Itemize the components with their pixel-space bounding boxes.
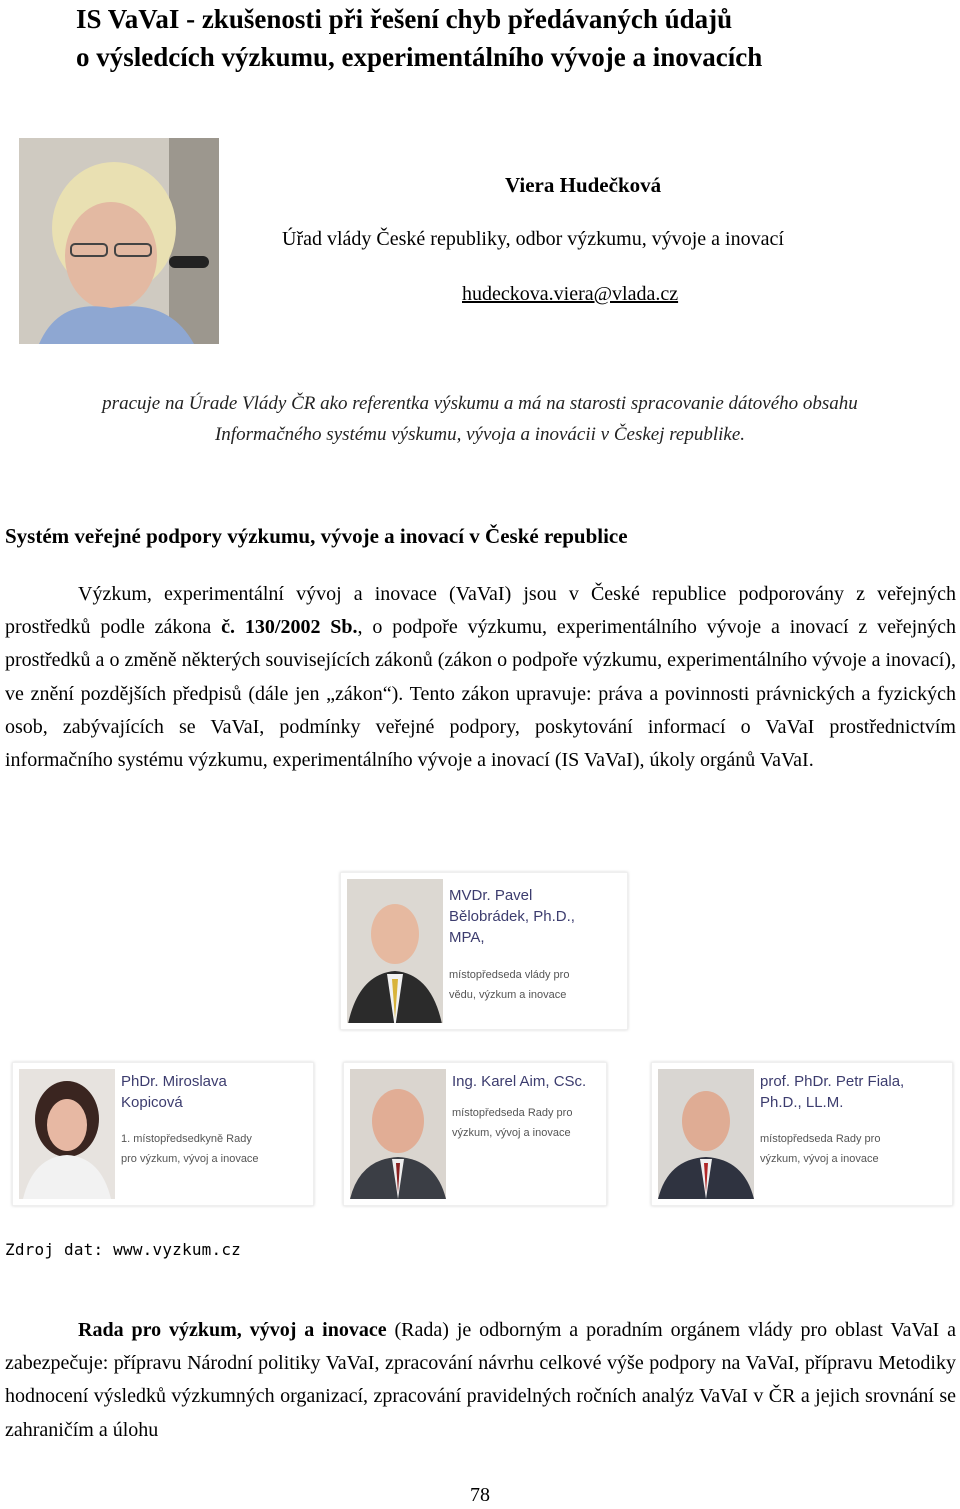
person-name-line: MPA, (449, 929, 485, 946)
author-email-link[interactable]: hudeckova.viera@vlada.cz (462, 283, 679, 305)
page-number: 78 (470, 1484, 490, 1506)
author-bio (0, 388, 960, 450)
person-role (449, 965, 623, 1005)
source-note: Zdroj dat: www.vyzkum.cz (5, 1240, 241, 1259)
person-role (760, 1129, 948, 1169)
paragraph-1-law: č. 130/2002 Sb. (221, 616, 358, 639)
person-card-kopicova (12, 1062, 314, 1206)
person-role-line: místopředseda vlády pro (449, 969, 570, 981)
author-organization: Úřad vlády České republiky, odbor výzkumu, vývoje a inovací (282, 228, 784, 250)
person-role-line: výzkum, vývoj a inovace (452, 1127, 571, 1139)
paragraph-1-part-1: Výzkum, experimentální vývoj a inovace (VaVaI) jsou v České republice podporovány z veřejných prostředků podle zákona (5, 583, 956, 639)
person-name-line: Kopicová (121, 1094, 183, 1111)
document-title (76, 0, 946, 76)
person-card-belobradek (340, 872, 628, 1030)
person-card-aim (343, 1062, 607, 1206)
person-photo (658, 1069, 754, 1199)
person-role-line: místopředseda Rady pro (452, 1107, 573, 1119)
person-name-line: Bělobrádek, Ph.D., (449, 908, 575, 925)
person-role-line: výzkum, vývoj a inovace (760, 1153, 879, 1165)
person-role (452, 1103, 602, 1143)
person-name (452, 1071, 602, 1092)
paragraph-2-rest: (Rada) je odborným a poradním orgánem vlády pro oblast VaVaI a zabezpečuje: přípravu Národní politiky VaVaI, zpracování návrhu celkové výše podpory na VaVaI, přípravu Metodiky hodnocení výsledků výzkumných organizací, zpracování pravidelných ročních analýz VaVaI v ČR a jejich srovnání se zahraničím a úlohu (5, 1319, 956, 1441)
person-photo (347, 879, 443, 1023)
author-name: Viera Hudečková (505, 173, 662, 197)
person-name-line: MVDr. Pavel (449, 887, 533, 904)
person-role-line: pro výzkum, vývoj a inovace (121, 1153, 259, 1165)
person-photo (19, 1069, 115, 1199)
bio-line-1: pracuje na Úrade Vlády ČR ako referentka výskumu a má na starosti spracovanie dátového obsahu (102, 393, 858, 414)
title-line-1: IS VaVaI - zkušenosti při řešení chyb předávaných údajů (76, 4, 733, 34)
paragraph-1-part-2: , o podpoře výzkumu, experimentálního vývoje a inovací z veřejných prostředků a o změně některých souvisejících zákonů (zákon o podpoře výzkumu, experimentálního vývoje a inovací), ve znění pozdějších předpisů (dále jen „zákon“). Tento zákon upravuje: práva a povinnosti právnických a fyzických osob, zabývajících se VaVaI, podmínky veřejné podpory, poskytování informací o VaVaI prostřednictvím informačního systému výzkumu, experimentálního vývoje a inovací (IS VaVaI), úkoly orgánů VaVaI. (5, 616, 957, 772)
author-photo (19, 138, 219, 344)
paragraph-1 (5, 578, 956, 777)
paragraph-2 (5, 1314, 956, 1447)
person-name (449, 885, 623, 948)
person-name-line: Ph.D., LL.M. (760, 1094, 844, 1111)
person-photo (350, 1069, 446, 1199)
section-heading: Systém veřejné podpory výzkumu, vývoje a inovací v České republice (5, 524, 628, 548)
person-card-fiala (651, 1062, 953, 1206)
bio-line-2: Informačného systému výskumu, vývoja a inovácii v Českej republike. (214, 424, 746, 445)
person-name-line: Ing. Karel Aim, CSc. (452, 1073, 587, 1090)
person-role-line: 1. místopředsedkyně Rady (121, 1133, 252, 1145)
person-role-line: vědu, výzkum a inovace (449, 989, 567, 1001)
person-name-line: PhDr. Miroslava (121, 1073, 227, 1090)
person-name (121, 1071, 309, 1113)
paragraph-2-bold: Rada pro výzkum, vývoj a inovace (78, 1319, 387, 1341)
title-line-2: o výsledcích výzkumu, experimentálního vývoje a inovacích (76, 42, 763, 72)
person-role (121, 1129, 309, 1169)
person-name-line: prof. PhDr. Petr Fiala, (760, 1073, 905, 1090)
person-role-line: místopředseda Rady pro (760, 1133, 881, 1145)
person-name (760, 1071, 948, 1113)
